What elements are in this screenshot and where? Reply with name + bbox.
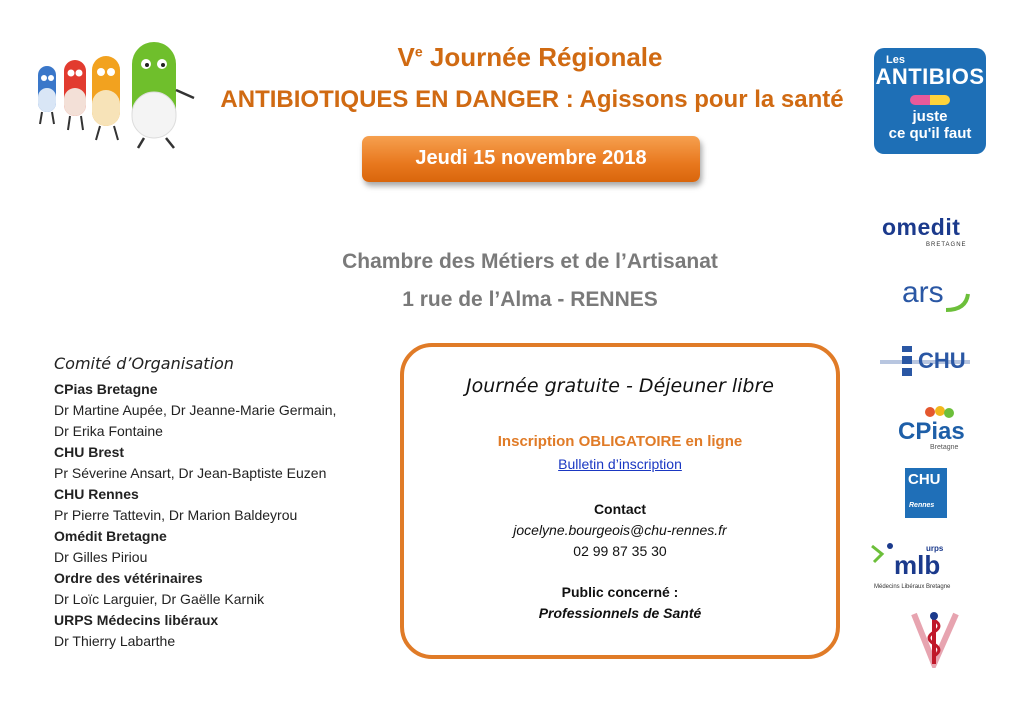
audience-label: Public concerné : [561, 584, 679, 600]
contact-label: Contact [593, 501, 647, 517]
event-date-banner: Jeudi 15 novembre 2018 [362, 136, 700, 182]
free-day-note: Journée gratuite - Déjeuner libre [466, 375, 774, 397]
committee-members: Dr Gilles Piriou [54, 549, 148, 565]
committee-org: CHU Brest [54, 444, 125, 460]
committee-members: Dr Thierry Labarthe [54, 633, 176, 649]
contact-email: jocelyne.bourgeois@chu-rennes.fr [513, 522, 727, 538]
svg-text:CHU: CHU [918, 348, 966, 373]
committee-org: CHU Rennes [54, 486, 139, 502]
committee-title: Comité d’Organisation [54, 354, 234, 373]
venue-name: Chambre des Métiers et de l’Artisanat [342, 250, 718, 273]
committee-members: Dr Loïc Larguier, Dr Gaëlle Karnik [54, 591, 265, 607]
committee-org: CPias Bretagne [54, 381, 158, 397]
event-title: Ve Journée Régionale [397, 42, 663, 72]
pill-icon [910, 95, 950, 105]
urps-mlb-logo: urps mlb Médecins Libéraux Bretagne [874, 544, 951, 590]
ars-logo [896, 274, 976, 318]
antibios-juste-logo: Les ANTIBIOS juste ce qu'il faut [874, 48, 986, 154]
veterinary-order-logo [910, 610, 960, 668]
organizing-committee [54, 354, 394, 652]
committee-members: Dr Erika Fontaine [54, 423, 163, 439]
chu-brest-logo [880, 340, 970, 384]
registration-form-link[interactable]: Bulletin d’inscription [558, 456, 682, 472]
event-subtitle: ANTIBIOTIQUES EN DANGER : Agissons pour la santé [220, 86, 844, 113]
committee-members: Dr Martine Aupée, Dr Jeanne-Marie Germain, [54, 402, 337, 418]
committee-org: Omédit Bretagne [54, 528, 167, 544]
venue-address: 1 rue de l’Alma - RENNES [402, 288, 658, 311]
omedit-logo: omedit BRETAGNE [882, 214, 967, 248]
chu-rennes-logo: CHU Rennes [905, 468, 947, 518]
committee-members: Pr Séverine Ansart, Dr Jean-Baptiste Euzen [54, 465, 327, 481]
contact-phone: 02 99 87 35 30 [573, 543, 667, 559]
committee-org: URPS Médecins libéraux [54, 612, 219, 628]
svg-text:ars: ars [902, 276, 944, 309]
committee-org: Ordre des vétérinaires [54, 570, 203, 586]
cpias-logo: CPias Bretagne [896, 404, 972, 454]
antibiotic-pills-illustration [34, 40, 204, 150]
registration-required: Inscription OBLIGATOIRE en ligne [497, 433, 743, 450]
audience-value: Professionnels de Santé [538, 605, 702, 621]
committee-members: Pr Pierre Tattevin, Dr Marion Baldeyrou [54, 507, 298, 523]
registration-info-box [400, 343, 840, 659]
